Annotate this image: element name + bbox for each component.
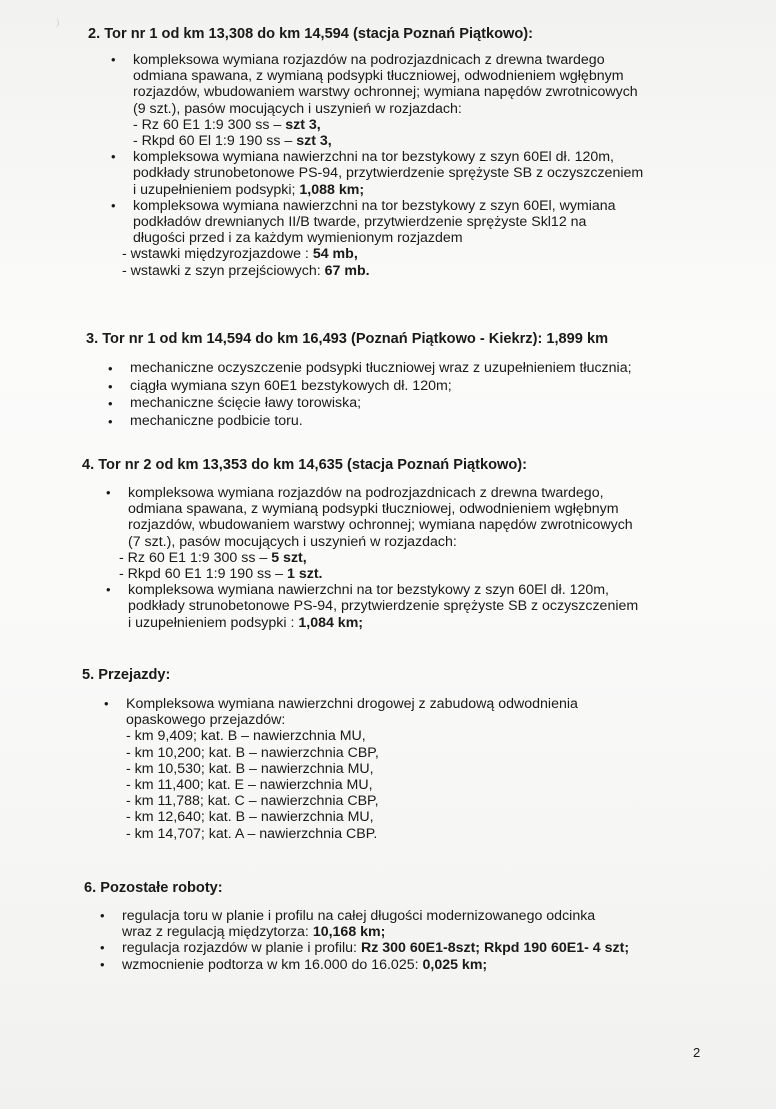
- text-line: odmiana spawana, z wymianą podsypki tłuczniowej, odwodnieniem wgłębnym: [133, 68, 624, 85]
- sub-item-value: szt 3,: [296, 133, 332, 150]
- bullet-icon: •: [108, 378, 113, 394]
- sub-item-text: - wstawki międzyrozjazdowe :: [122, 246, 313, 263]
- list-item: [111, 149, 644, 198]
- bullet-icon: •: [100, 956, 105, 972]
- sub-item-text: - Rkpd 60 E1 1:9 190 ss –: [119, 566, 287, 583]
- text-line: opaskowego przejazdów:: [126, 712, 286, 729]
- bullet-icon: •: [106, 582, 111, 598]
- text: wzmocnienie podtorza w km 16.000 do 16.025:: [122, 956, 423, 973]
- value: 1,088 km;: [299, 181, 365, 198]
- text-line: odmiana spawana, z wymianą podsypki tłuczniowej, odwodnieniem wgłębnym: [128, 501, 619, 518]
- list-item: [108, 377, 632, 396]
- text-line: kompleksowa wymiana rozjazdów na podrozjazdnicach z drewna twardego: [133, 52, 605, 68]
- text-line: regulacja toru w planie i profilu na całej długości modernizowanego odcinka: [122, 908, 596, 924]
- text-line: kompleksowa wymiana nawierzchni na tor bezstykowy z szyn 60El dł. 120m,: [128, 582, 610, 599]
- section-4-heading: 4. Tor nr 2 od km 13,353 do km 14,635 (stacja Poznań Piątkowo):: [82, 457, 527, 473]
- section-6-heading: 6. Pozostałe roboty:: [84, 880, 223, 896]
- page-number: 2: [693, 1045, 701, 1060]
- sub-item-value: 1 szt.: [287, 566, 323, 583]
- bullet-icon: •: [111, 52, 116, 67]
- text: i uzupełnieniem podsypki;: [133, 181, 300, 198]
- crossing-item: - km 14,707; kat. A – nawierzchnia CBP.: [126, 825, 378, 842]
- sub-item: [133, 133, 643, 149]
- sub-item-value: 54 mb,: [312, 246, 358, 263]
- value: 10,168 km;: [312, 924, 386, 941]
- list-item: [100, 956, 629, 973]
- text-line: podkłady strunobetonowe PS-94, przytwierdzenie sprężyste SB z oczyszczeniem: [133, 165, 644, 182]
- bullet-icon: •: [104, 696, 109, 711]
- list-item: [100, 940, 630, 957]
- text-line: podkładów drewnianych II/B twarde, przytwierdzenie sprężyste Skl12 na: [133, 214, 587, 231]
- bullet-icon: •: [108, 361, 113, 376]
- text-line: mechaniczne oczyszczenie podsypki tłuczniowej wraz z uzupełnieniem tłucznia;: [130, 360, 632, 376]
- section-6-body: [100, 908, 630, 973]
- text-line: kompleksowa wymiana nawierzchni na tor bezstykowy z szyn 60El dł. 120m,: [133, 149, 615, 166]
- crossing-item: - km 11,400; kat. E – nawierzchnia MU,: [126, 777, 373, 794]
- sub-item-value: szt 3,: [285, 116, 321, 133]
- text: i uzupełnieniem podsypki :: [128, 614, 299, 631]
- text-line: [122, 940, 629, 956]
- text-line: Kompleksowa wymiana nawierzchni drogowej z zabudową odwodnienia: [126, 696, 578, 712]
- list-item: [104, 696, 578, 842]
- section-4-body: [106, 485, 639, 631]
- list-item: [106, 582, 639, 631]
- list-item: [100, 908, 629, 941]
- text-line: mechaniczne podbicie toru.: [130, 412, 303, 429]
- text-line: (7 szt.), pasów mocujących i uszynień w rozjazdach:: [128, 533, 457, 550]
- sub-item-value: 67 mb.: [324, 262, 370, 279]
- text-line: [133, 182, 643, 198]
- list-item: [111, 197, 643, 279]
- list-item: [108, 360, 632, 378]
- text-line: długości przed i za każdym wymienionym rozjazdem: [133, 230, 463, 247]
- text-line: ciągła wymiana szyn 60E1 bezstykowych dł. 120m;: [130, 377, 452, 394]
- section-2-heading: 2. Tor nr 1 od km 13,308 do km 14,594 (stacja Poznań Piątkowo):: [88, 26, 533, 42]
- value: Rz 300 60E1-8szt; Rkpd 190 60E1- 4 szt;: [360, 940, 630, 957]
- sub-item: [119, 566, 638, 582]
- bullet-icon: •: [106, 485, 111, 500]
- text: regulacja rozjazdów w planie i profilu:: [122, 940, 361, 957]
- text-line: (9 szt.), pasów mocujących i uszynień w rozjazdach:: [133, 100, 462, 117]
- bullet-icon: •: [111, 197, 116, 213]
- section-3-heading: 3. Tor nr 1 od km 14,594 do km 16,493 (Poznań Piątkowo - Kiekrz): 1,899 km: [86, 331, 609, 347]
- bullet-icon: •: [111, 149, 116, 165]
- sub-item: [122, 246, 643, 262]
- list-item: [106, 485, 638, 583]
- sub-item: [119, 550, 638, 566]
- text-line: rozjazdów, wbudowaniem warstwy ochronnej; wymiana napędów zwrotnicowych: [133, 84, 638, 101]
- sub-item-text: - Rkpd 60 El 1:9 190 ss –: [133, 133, 297, 150]
- sub-item-text: - wstawki z szyn przejściowych:: [122, 262, 325, 279]
- text-line: [122, 924, 629, 940]
- text-line: kompleksowa wymiana rozjazdów na podrozjazdnicach z drewna twardego,: [128, 485, 604, 501]
- scan-artifact: [52, 18, 59, 28]
- list-item: [108, 412, 632, 431]
- section-5-heading: 5. Przejazdy:: [82, 667, 171, 683]
- crossing-item: - km 10,530; kat. B – nawierzchnia MU,: [126, 760, 374, 777]
- text-line: kompleksowa wymiana nawierzchni na tor bezstykowy z szyn 60El, wymiana: [133, 197, 616, 214]
- crossing-item: - km 9,409; kat. B – nawierzchnia MU,: [126, 728, 366, 745]
- sub-item-text: - Rz 60 E1 1:9 300 ss –: [133, 116, 286, 133]
- bullet-icon: •: [100, 940, 105, 956]
- text: wraz z regulacją międzytorza:: [122, 924, 313, 941]
- list-item: [111, 52, 643, 150]
- text-line: [122, 957, 629, 973]
- text-line: [128, 615, 638, 631]
- text-line: mechaniczne ścięcie ławy torowiska;: [130, 395, 362, 411]
- list-item: [108, 395, 632, 413]
- section-5-body: [104, 696, 578, 842]
- sub-item: [133, 117, 643, 133]
- bullet-icon: •: [100, 908, 105, 923]
- crossing-item: - km 12,640; kat. B – nawierzchnia MU,: [126, 809, 374, 826]
- crossing-item: - km 11,788; kat. C – nawierzchnia CBP,: [126, 793, 379, 810]
- value: 0,025 km;: [422, 956, 488, 973]
- text-line: rozjazdów, wbudowaniem warstwy ochronnej; wymiana napędów zwrotnicowych: [128, 517, 633, 534]
- text-line: podkłady strunobetonowe PS-94, przytwierdzenie sprężyste SB z oczyszczeniem: [128, 598, 639, 615]
- sub-item: [122, 263, 643, 279]
- section-2-body: [111, 52, 644, 279]
- crossing-item: - km 10,200; kat. B – nawierzchnia CBP,: [126, 744, 379, 761]
- sub-item-value: 5 szt,: [271, 549, 307, 566]
- section-3-body: [108, 360, 632, 430]
- bullet-icon: •: [108, 396, 113, 411]
- value: 1,084 km;: [298, 614, 364, 631]
- bullet-icon: •: [108, 413, 113, 429]
- sub-item-text: - Rz 60 E1 1:9 300 ss –: [119, 549, 272, 566]
